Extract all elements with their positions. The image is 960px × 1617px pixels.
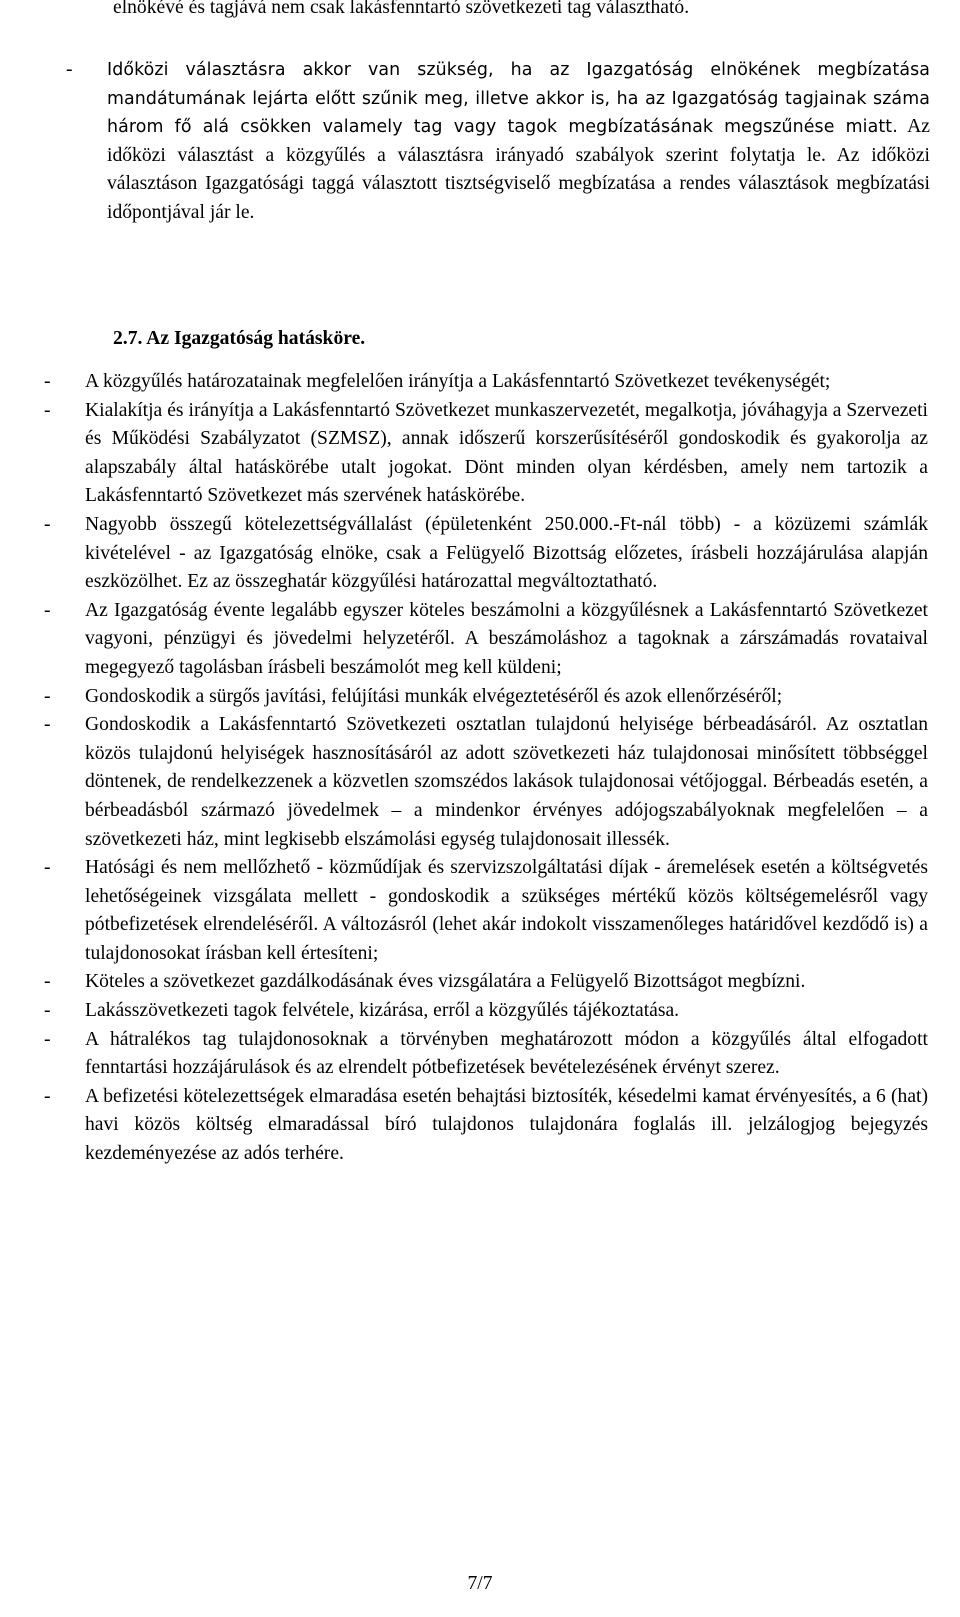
- list-dash: -: [44, 399, 51, 421]
- list-dash: -: [44, 1028, 51, 1050]
- list-item: [40, 1083, 928, 1169]
- list-dash: -: [44, 714, 51, 736]
- list-item-body: A hátralékos tag tulajdonosoknak a törvényben meghatározott módon a közgyűlés által elfogadott fenntartási hozzájárulások és az elrendelt pótbefizetések bevételezésének érvényt szerez.: [85, 1028, 928, 1079]
- list-item-body: A közgyűlés határozatainak megfelelően irányítja a Lakásfenntartó Szövetkezet tevékenységét;: [85, 371, 831, 392]
- list-item-body: Gondoskodik a sürgős javítási, felújítási munkák elvégeztetéséről és azok ellenőrzéséről;: [85, 685, 783, 707]
- list-item: [40, 511, 928, 597]
- list-dash: -: [44, 971, 51, 993]
- list-dash: -: [44, 685, 51, 707]
- page-number: 7/7: [467, 1573, 493, 1594]
- paragraph-part-sans: Időközi választásra akkor van szükség, ha az Igazgatóság elnökének megbízatása mandátumának lejárta előtt szűnik meg, illetve akkor is, ha az Igazgatóság tagjainak száma három fő alá csökken valamely tag vagy tagok megbízatásának megszűnése miatt.: [107, 60, 930, 138]
- list-item: [40, 997, 928, 1026]
- list-item-body: Kialakítja és irányítja a Lakásfenntartó Szövetkezet munkaszervezetét, megalkotja, jóváhagyja a Szervezeti és Működési Szabályzatot (SZMSZ), annak időszerű korszerűsítéséről gondoskodik és gyakorolja az alapszabály által hatáskörébe utalt jogokat. Dönt minden olyan kérdésben, amely nem tartozik a Lakásfenntartó Szövetkezet más szervének hatáskörébe.: [85, 399, 928, 507]
- list-item: [40, 1026, 928, 1083]
- powers-list: [40, 368, 928, 1169]
- list-item: [62, 56, 930, 228]
- list-item-body: Nagyobb összegű kötelezettségvállalást (épületenként 250.000.-Ft-nál több) - a közüzemi számlák kivételével - az Igazgatóság elnöke, csak a Felügyelő Bizottság előzetes, írásbeli hozzájárulása alapján eszközölhet. Ez az összeghatár közgyűlési határozattal megváltoztatható.: [85, 513, 928, 593]
- list-dash: -: [44, 371, 51, 392]
- list-dash: -: [44, 513, 51, 535]
- continuation-line: elnökévé és tagjává nem csak lakásfenntartó szövetkezeti tag választható.: [113, 0, 690, 18]
- list-item-body: Lakásszövetkezeti tagok felvétele, kizárása, erről a közgyűlés tájékoztatása.: [85, 1000, 680, 1022]
- list-item: [40, 368, 928, 397]
- list-dash: -: [44, 857, 51, 879]
- list-item: [40, 854, 928, 968]
- list-item-body: Gondoskodik a Lakásfenntartó Szövetkezeti osztatlan tulajdonú helyisége bérbeadásáról. Az osztatlan közös tulajdonú helyiségek hasznosításáról az adott szövetkezeti ház tulajdonosai minősített többséggel döntenek, de rendelkezzenek a közvetlen szomszédos lakások tulajdonosai vétőjoggal. Bérbeadás esetén, a bérbeadásból származó jövedelmek – a mindenkor érvényes adójogszabályoknak megfelelően – a szövetkezeti ház, mint legkisebb elszámolási egység tulajdonosait illessék.: [85, 714, 928, 850]
- list-item-body: [107, 56, 930, 228]
- list-item: [40, 968, 928, 997]
- list-dash: -: [44, 1085, 51, 1107]
- list-item: [40, 683, 928, 712]
- list-item-body: Az Igazgatóság évente legalább egyszer köteles beszámolni a közgyűlésnek a Lakásfenntartó Szövetkezet vagyoni, pénzügyi és jövedelmi helyzetéről. A beszámoláshoz a tagoknak a zárszámadás rovataival megegyező tagolásban írásbeli beszámolót meg kell küldeni;: [85, 599, 928, 678]
- list-dash: -: [44, 1000, 51, 1022]
- list-dash: -: [66, 59, 73, 80]
- list-item-body: A befizetési kötelezettségek elmaradása esetén behajtási biztosíték, késedelmi kamat érvényesítés, a 6 (hat) havi közös költség elmaradással bíró tulajdonos tulajdonára foglalás ill. jelzálogjog bejegyzés kezdeményezése az adós terhére.: [85, 1085, 928, 1165]
- list-item-body: Köteles a szövetkezet gazdálkodásának éves vizsgálatára a Felügyelő Bizottságot megbízni.: [85, 971, 806, 993]
- list-item-body: Hatósági és nem mellőzhető - közműdíjak és szervizszolgáltatási díjak - áremelések esetén a költségvetés lehetőségeinek vizsgálata mellett - gondoskodik a szükséges mértékű közös költségemelésről vagy pótbefizetések elrendeléséről. A változásról (lehet akár indokolt visszamenőleges határidővel kezdődő is) a tulajdonosokat írásban kell értesíteni;: [85, 857, 928, 964]
- list-item: [40, 597, 928, 683]
- list-item: [40, 711, 928, 854]
- interim-election-paragraph: [62, 56, 930, 228]
- section-heading: 2.7. Az Igazgatóság hatásköre.: [113, 328, 366, 349]
- paragraph-part-serif: Az időközi választást a közgyűlés a választásra irányadó szabályok szerint folytatja le. Az időközi választáson Igazgatósági taggá választott tisztségviselő megbízatása a rendes választások megbízatási időpontjával jár le.: [107, 116, 930, 223]
- list-item: [40, 397, 928, 511]
- list-dash: -: [44, 599, 51, 621]
